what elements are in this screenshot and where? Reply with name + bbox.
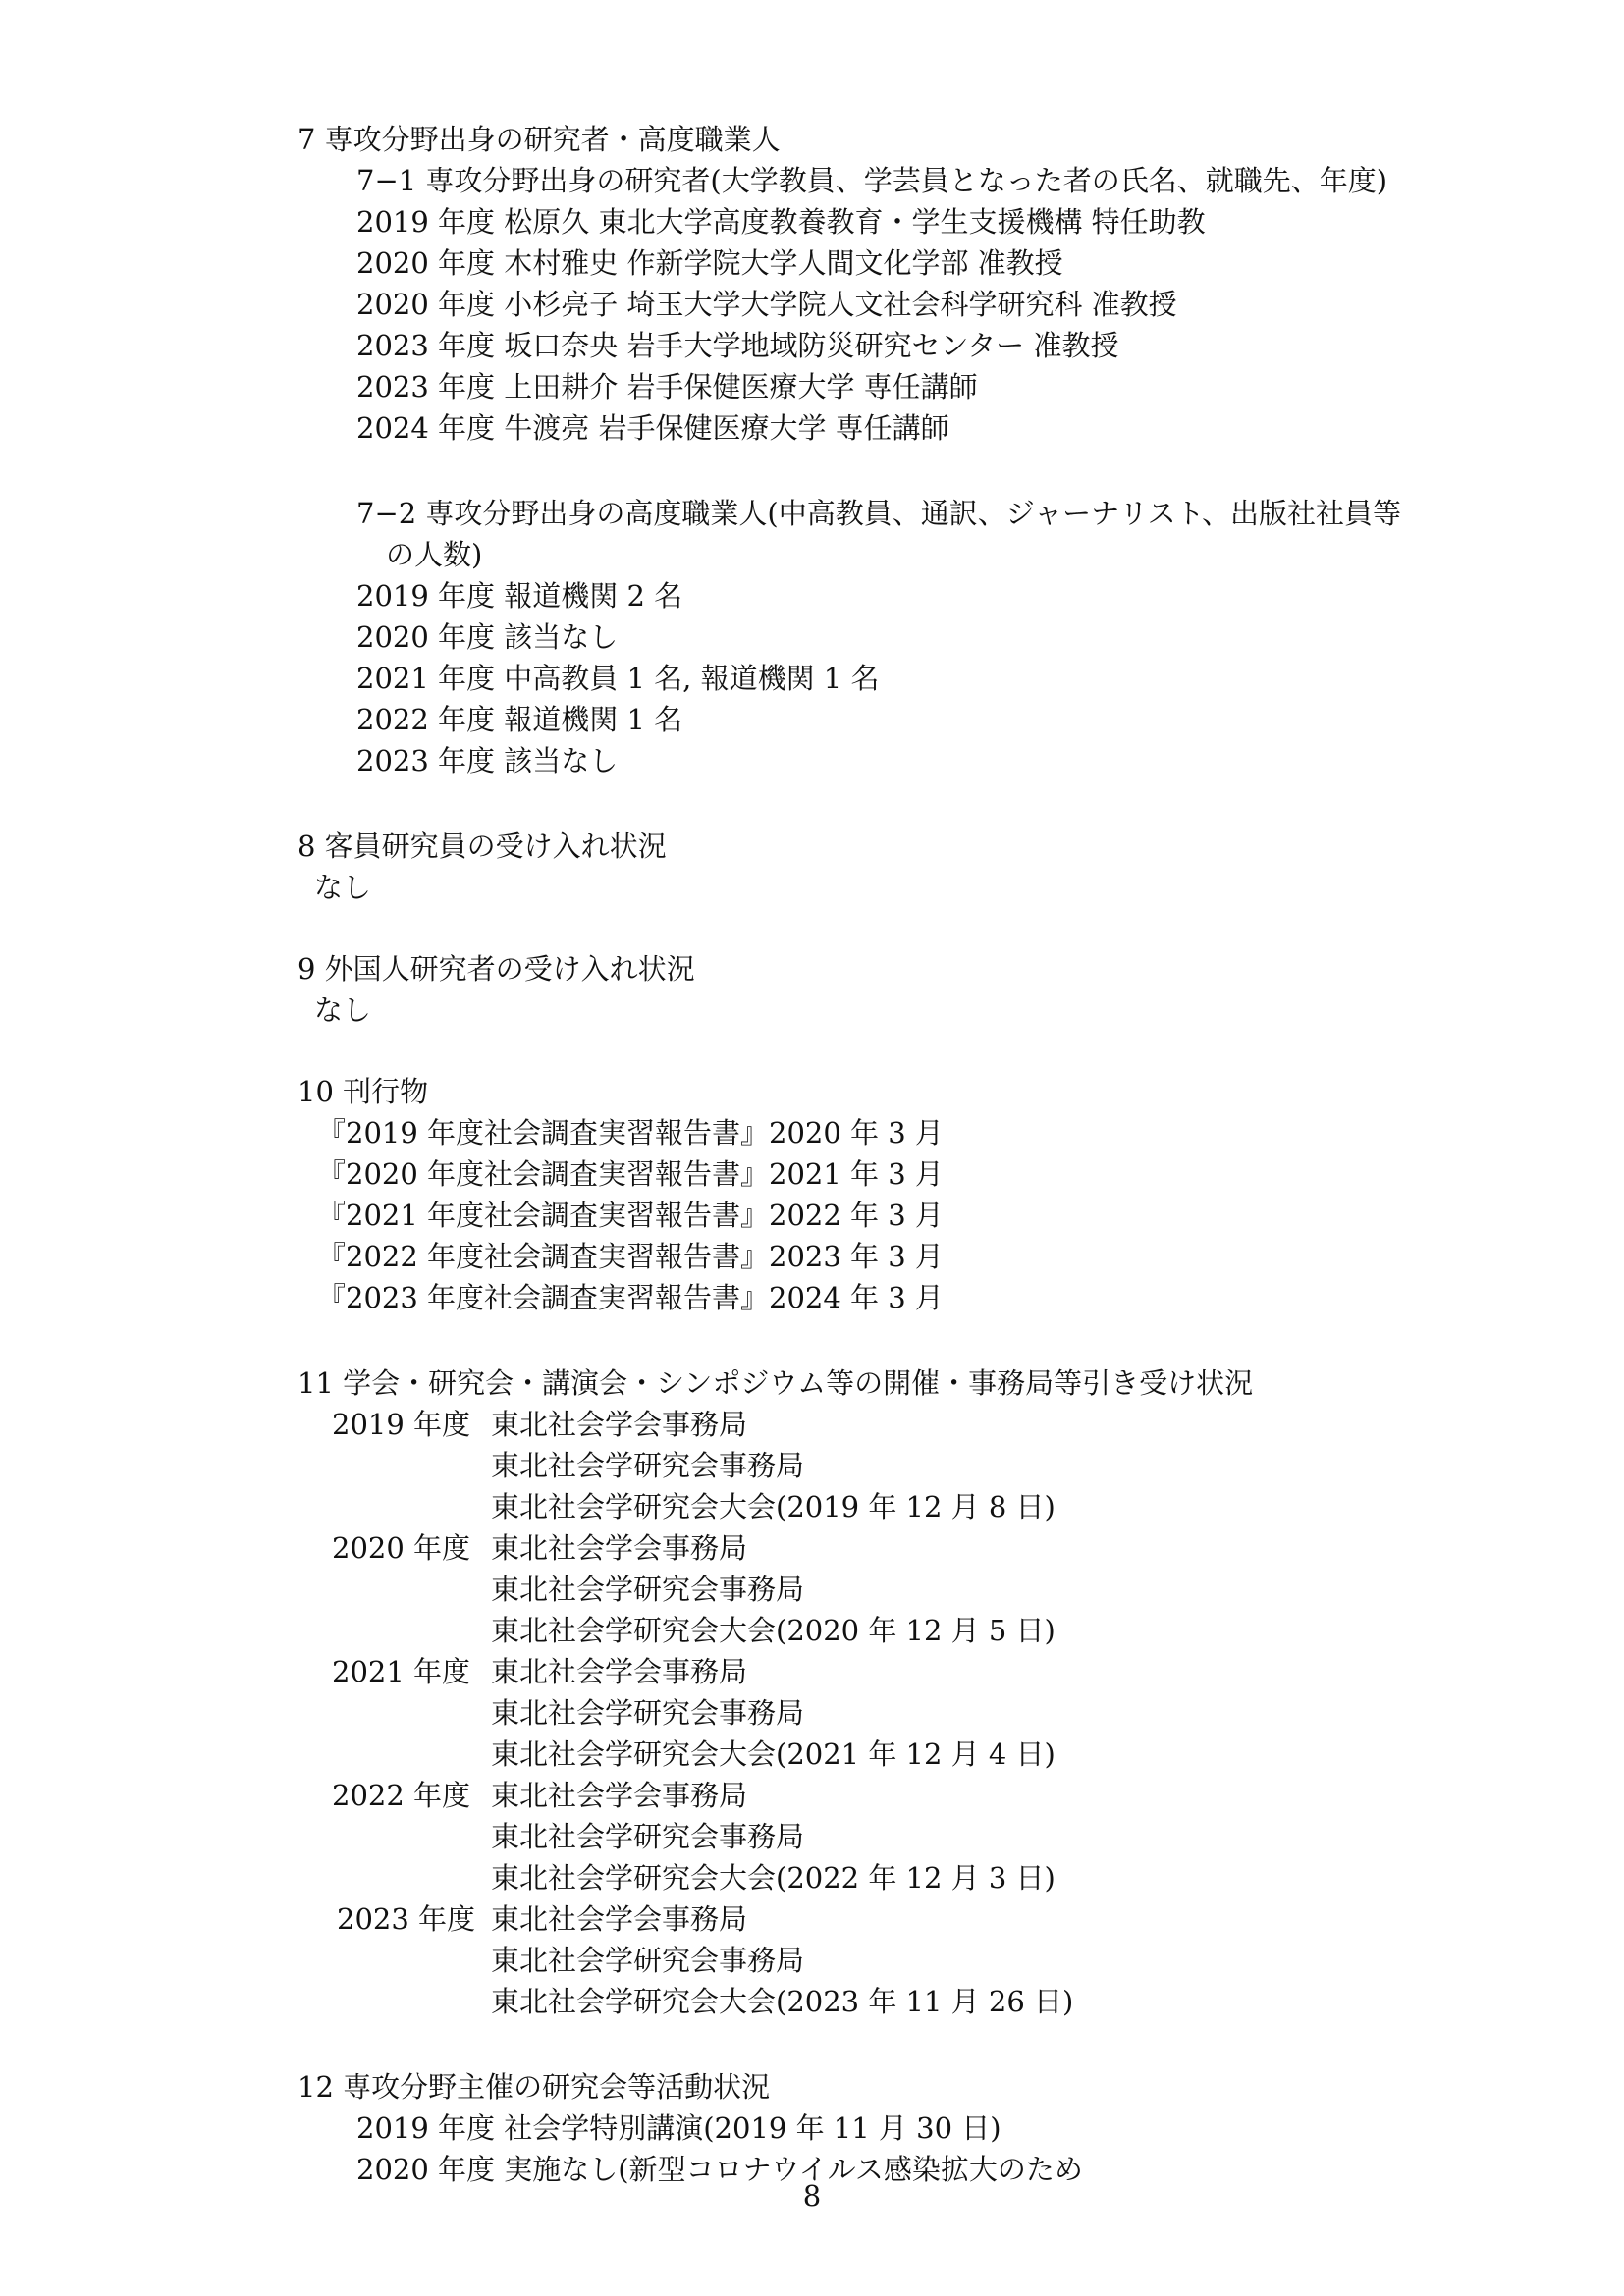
event-item: 東北社会学会事務局 [491,1902,748,1936]
event-year: 2020 年度 [332,1531,471,1565]
section-7-1-heading: 7−1 専攻分野出身の研究者(大学教員、学芸員となった者の氏名、就職先、年度) [356,164,1388,197]
event-item: 東北社会学研究会大会(2019 年 12 月 8 日) [491,1490,1056,1523]
event-year: 2021 年度 [332,1655,471,1688]
event-item: 東北社会学会事務局 [491,1531,748,1565]
event-item: 東北社会学会事務局 [491,1655,748,1688]
researcher-entry: 2024 年度 牛渡亮 岩手保健医療大学 専任講師 [356,411,949,445]
section-8-body: なし [314,871,372,904]
section-7-2-heading: 7−2 専攻分野出身の高度職業人(中高教員、通訳、ジャーナリスト、出版社社員等 [356,497,1401,530]
event-item: 東北社会学研究会大会(2022 年 12 月 3 日) [491,1861,1056,1895]
activity-entry: 2019 年度 社会学特別講演(2019 年 11 月 30 日) [356,2111,1001,2145]
researcher-entry: 2020 年度 小杉亮子 埼玉大学大学院人文社会科学研究科 准教授 [356,288,1177,321]
section-9-body: なし [314,993,372,1027]
event-item: 東北社会学研究会事務局 [491,1449,805,1482]
event-item: 東北社会学研究会大会(2020 年 12 月 5 日) [491,1614,1056,1647]
section-9-heading: 9 外国人研究者の受け入れ状況 [298,952,695,986]
event-item: 東北社会学会事務局 [491,1408,748,1441]
professional-entry: 2023 年度 該当なし [356,744,619,777]
professional-entry: 2022 年度 報道機関 1 名 [356,703,683,736]
professional-entry: 2020 年度 該当なし [356,620,619,654]
activity-entry: 2020 年度 実施なし(新型コロナウイルス感染拡大のため [356,2153,1083,2186]
publication-item: 『2022 年度社会調査実習報告書』2023 年 3 月 [317,1240,944,1273]
event-item: 東北社会学研究会事務局 [491,1820,805,1853]
section-8-heading: 8 客員研究員の受け入れ状況 [298,829,667,863]
section-7-heading: 7 専攻分野出身の研究者・高度職業人 [298,123,781,156]
event-item: 東北社会学研究会事務局 [491,1944,805,1977]
event-item: 東北社会学研究会事務局 [491,1573,805,1606]
professional-entry: 2019 年度 報道機関 2 名 [356,579,683,613]
section-11-heading: 11 学会・研究会・講演会・シンポジウム等の開催・事務局等引き受け状況 [298,1366,1254,1400]
professional-entry: 2021 年度 中高教員 1 名, 報道機関 1 名 [356,662,880,695]
publication-item: 『2023 年度社会調査実習報告書』2024 年 3 月 [317,1281,944,1314]
researcher-entry: 2023 年度 上田耕介 岩手保健医療大学 専任講師 [356,370,978,403]
event-item: 東北社会学研究会大会(2021 年 12 月 4 日) [491,1737,1056,1771]
publication-item: 『2021 年度社会調査実習報告書』2022 年 3 月 [317,1199,944,1232]
page-number: 8 [802,2179,822,2213]
researcher-entry: 2019 年度 松原久 東北大学高度教養教育・学生支援機構 特任助教 [356,205,1206,239]
event-item: 東北社会学会事務局 [491,1779,748,1812]
event-item: 東北社会学研究会事務局 [491,1696,805,1730]
section-12-heading: 12 専攻分野主催の研究会等活動状況 [298,2070,771,2104]
section-10-heading: 10 刊行物 [298,1075,429,1108]
section-7-2-heading-cont: の人数) [386,538,483,571]
publication-item: 『2019 年度社会調査実習報告書』2020 年 3 月 [317,1116,944,1149]
publication-item: 『2020 年度社会調査実習報告書』2021 年 3 月 [317,1157,944,1191]
event-year: 2023 年度 [337,1902,476,1936]
event-item: 東北社会学研究会大会(2023 年 11 月 26 日) [491,1985,1074,2018]
event-year: 2022 年度 [332,1779,471,1812]
researcher-entry: 2020 年度 木村雅史 作新学院大学人間文化学部 准教授 [356,246,1063,280]
researcher-entry: 2023 年度 坂口奈央 岩手大学地域防災研究センター 准教授 [356,329,1119,362]
event-year: 2019 年度 [332,1408,471,1441]
